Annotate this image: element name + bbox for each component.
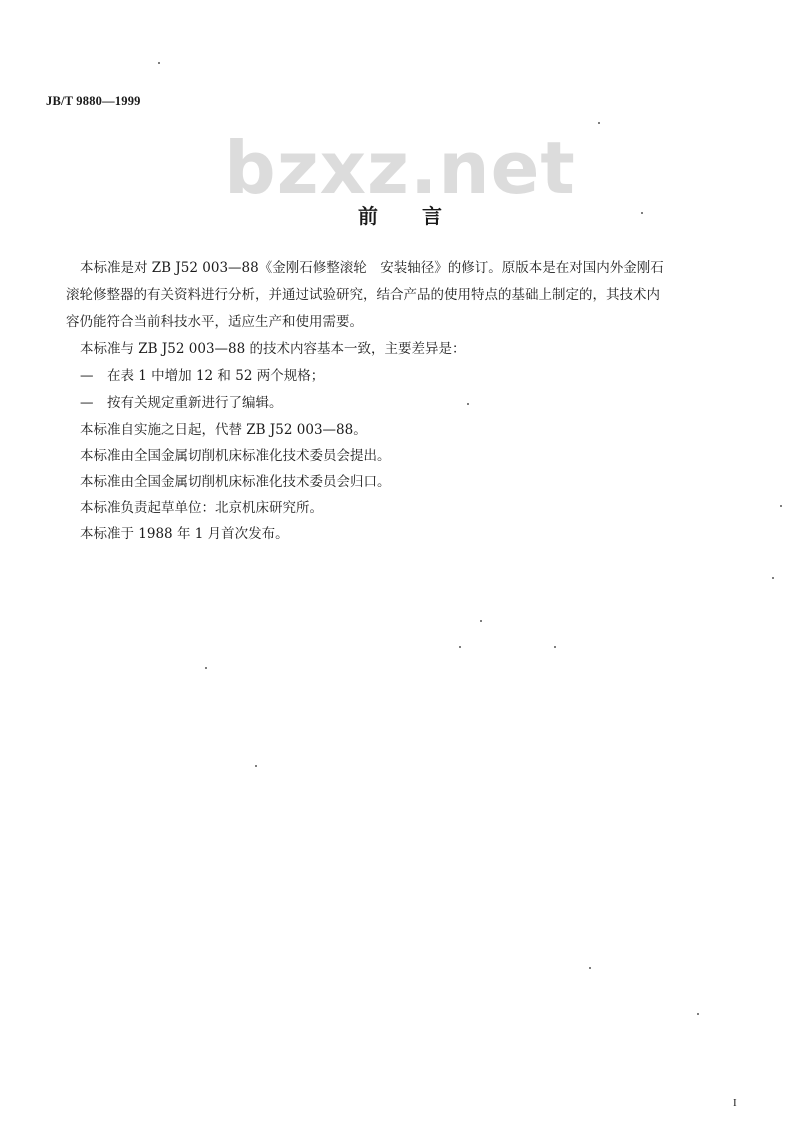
scan-speck (480, 620, 482, 622)
intro-line-2: 滚轮修整器的有关资料进行分析，并通过试验研究，结合产品的使用特点的基础上制定的，其技术内 (66, 287, 660, 303)
diff-item-2: — 按有关规定重新进行了编辑。 (80, 395, 283, 411)
first-published: 本标准于 1988 年 1 月首次发布。 (80, 526, 289, 542)
standard-code: JB/T 9880—1999 (46, 94, 141, 108)
scan-speck (467, 403, 469, 405)
intro-line-1: 本标准是对 ZB J52 003—88《金刚石修整滚轮 安装轴径》的修订。原版本是在对国内外金刚石 (80, 260, 664, 276)
scan-speck (554, 646, 556, 648)
diff-item-1: — 在表 1 中增加 12 和 52 两个规格； (80, 368, 325, 384)
scan-speck (205, 667, 207, 669)
diff-intro: 本标准与 ZB J52 003—88 的技术内容基本一致，主要差异是： (80, 341, 466, 357)
watermark: bzxz.net (224, 126, 576, 210)
scan-speck (780, 505, 782, 507)
scan-speck (697, 1013, 699, 1015)
scan-speck (158, 62, 160, 64)
scan-speck (598, 122, 600, 124)
drafted-by: 本标准负责起草单位：北京机床研究所。 (80, 500, 323, 516)
page-number: I (733, 1097, 737, 1109)
proposed-by: 本标准由全国金属切削机床标准化技术委员会提出。 (80, 448, 391, 464)
scan-speck (459, 646, 461, 648)
scan-speck (255, 765, 257, 767)
intro-line-3: 容仍能符合当前科技水平，适应生产和使用需要。 (66, 314, 363, 330)
managed-by: 本标准由全国金属切削机床标准化技术委员会归口。 (80, 474, 391, 490)
effective-statement: 本标准自实施之日起，代替 ZB J52 003—88。 (80, 422, 367, 438)
scan-speck (772, 577, 774, 579)
page-title: 前言 (358, 204, 486, 228)
scan-speck (589, 967, 591, 969)
scan-speck (641, 212, 643, 214)
